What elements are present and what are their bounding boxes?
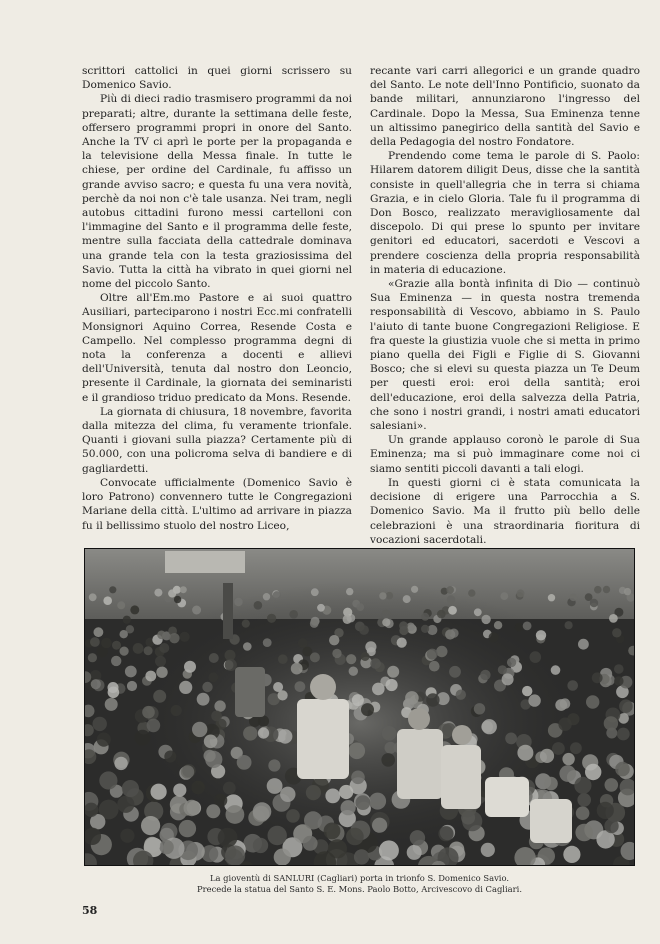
paragraph: La giornata di chiusura, 18 novembre, favorita dalla mitezza del clima, fu veramente trionfale. Quanti i giovani sulla piazza? Certamente più di 50.000, con una policroma selva di bandiere e di gagliardetti.	[82, 405, 352, 475]
paragraph: Più di dieci radio trasmisero programmi da noi preparati; altre, durante la settimana delle feste, offersero programmi propri in onore del Santo. Anche la TV ci aprì le porte per la propaganda e la televisione della Messa finale. In tutte le chiese, per ordine del Cardinale, fu affisso un grande avviso sacro; e questa fu una vera novità, perchè da noi non c'è tale usanza. Nei tram, negli autobus cittadini furono messi cartelloni con l'immagine del Santo e il programma delle feste, mentre sulla facciata della cattedrale dominava una grande tela con la testa graziosissima del Savio. Tutta la città ha vibrato in quei giorni nel nome del piccolo Santo.	[82, 93, 352, 291]
paragraph: Oltre all'Em.mo Pastore e ai suoi quattro Ausiliari, parteciparono i nostri Ecc.mi confratelli Monsignori Aquino Correa, Resende Costa e Campello. Nel complesso programma degni di nota la conferenza a docenti e allievi dell'Università, tenuta dal nostro don Leoncio, presente il Cardinale, la giornata dei seminaristi e il grandioso triduo predicato da Mons. Resende.	[82, 292, 352, 404]
caption-line: Precede la statua del Santo S. E. Mons. Paolo Botto, Arcivescovo di Cagliari.	[196, 884, 523, 894]
paragraph: Un grande applauso coronò le parole di Sua Eminenza; ma si può immaginare come noi ci siamo sentiti piccoli davanti a tali elogi.	[370, 434, 640, 475]
paragraph: Prendendo come tema le parole di S. Paolo: Hilarem datorem diligit Deus, disse che la santità consiste in quell'allegria che in terra si chiama Grazia, e in cielo Gloria. Tale fu il programma di Don Bosco, realizzato meravigliosamente dal discepolo. Di qui prese lo spunto per invitare genitori ed educatori, sacerdoti e Vescovi a prendere coscienza della propria responsabilità in materia di educazione.	[370, 150, 640, 276]
crowd-photo-illustration	[85, 549, 634, 865]
paragraph: «Grazie alla bontà infinita di Dio — continuò Sua Eminenza — in questa nostra tremenda responsabilità di Vescovo, abbiamo in S. Paulo l'aiuto di tante buone Congregazioni Religiose. E fra queste la giustizia vuole che si metta in primo piano quella dei Figli e Figlie di S. Giovanni Bosco; che si elevi su questa piazza un Te Deum per questi eroi: eroi della santità; eroi dell'educazione, eroi della salvezza della Patria, che sono i nostri grandi, i nostri amati educatori salesiani».	[370, 278, 640, 433]
paragraph: In questi giorni ci è stata comunicata la decisione di erigere una Parrocchia a S. Domenico Savio. Ma il frutto più bello delle celebrazioni è una straordinaria fioritura di vocazioni sacerdotali.	[370, 476, 640, 546]
caption-line: La gioventù di SANLURI (Cagliari) porta in trionfo S. Domenico Savio.	[209, 873, 510, 883]
right-text-column	[370, 64, 640, 547]
paragraph: recante vari carri allegorici e un grande quadro del Santo. Le note dell'Inno Pontificio, suonato da bande militari, annunziarono l'ingresso del Cardinale. Dopo la Messa, Sua Eminenza tenne un altissimo panegirico della santità del Savio e della Pedagogia del nostro Fondatore.	[370, 65, 640, 149]
paragraph: Convocate ufficialmente (Domenico Savio è loro Patrono) convennero tutte le Congregazioni Mariane della città. L'ultimo ad arrivare in piazza fu il bellissimo stuolo del nostro Liceo,	[82, 476, 352, 532]
paragraph: scrittori cattolici in quei giorni scrissero su Domenico Savio.	[82, 65, 352, 92]
page-number: 58	[82, 904, 98, 917]
crowd-photograph	[84, 548, 635, 866]
left-text-column	[82, 64, 352, 533]
photo-caption	[84, 873, 635, 895]
